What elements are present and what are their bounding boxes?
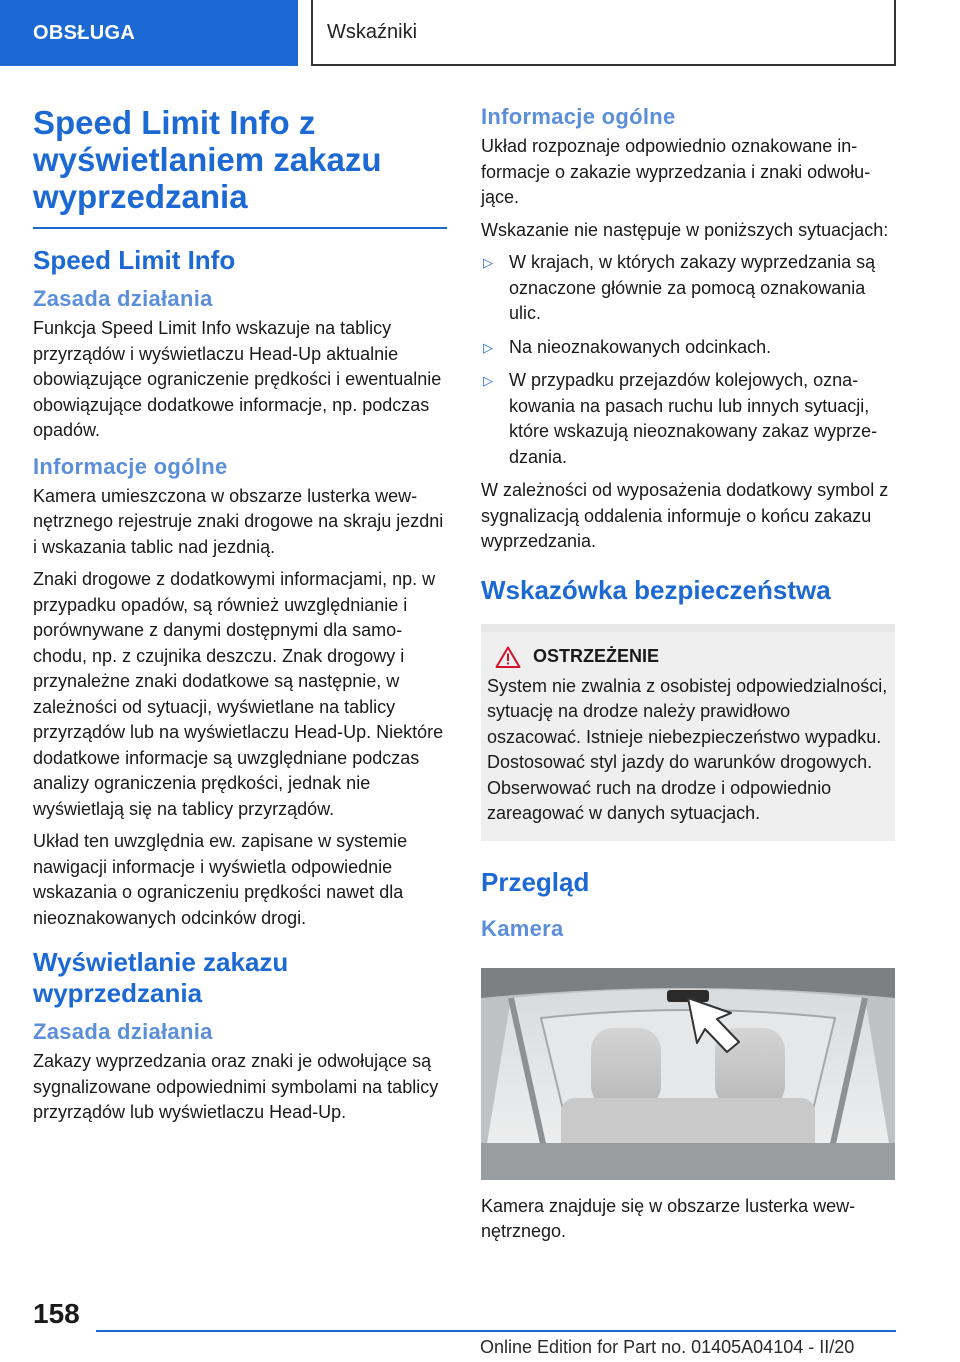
- left-column: [33, 100, 447, 1133]
- paragraph: Kamera umieszczona w obszarze lusterka wewnętrznego rejestruje znaki drogowe na skraju jezdni i wskazania tablic nad jezdnią.: [33, 485, 444, 557]
- title-rule: [33, 227, 447, 229]
- warning-box: [481, 632, 895, 841]
- list-item: ▷ W krajach, w których zakazy wyprzedzania są oznaczone głównie za pomocą oznakowania ulic.: [483, 252, 876, 323]
- subheading-general-info-2: Informacje ogólne: [481, 104, 676, 129]
- subheading-camera: Kamera: [481, 915, 564, 941]
- subheading-principle-2: Zasada działania: [33, 1019, 213, 1044]
- heading-overview: Przegląd: [481, 866, 590, 897]
- section-tab: [0, 0, 298, 66]
- right-column: [481, 100, 895, 1252]
- triangle-bullet-icon: ▷: [483, 255, 493, 270]
- paragraph: W zależności od wyposażenia dodatkowy symbol z sygnalizacją oddalenia informuje o końcu zakazu wyprzedzania.: [481, 480, 889, 551]
- camera-location-image: [481, 968, 895, 1180]
- subheading-general-info: Informacje ogólne: [33, 453, 228, 479]
- triangle-bullet-icon: ▷: [483, 339, 493, 355]
- heading-speed-limit-info: Speed Limit Info: [33, 245, 236, 275]
- paragraph: Wskazanie nie następuje w poniższych sytuacjach:: [481, 219, 889, 240]
- chapter-label: Wskaźniki: [327, 20, 418, 43]
- triangle-bullet-icon: ▷: [483, 373, 493, 388]
- heading-no-overtaking: Wyświetlanie zakazu wyprzedzania: [33, 947, 289, 1008]
- heading-safety: Wskazówka bezpieczeństwa: [481, 574, 831, 605]
- warning-text: System nie zwalnia z osobistej odpowiedzialności, sytuację na drodze należy prawidłowo oszacować. Istnieje niebezpieczeństwo wypadku. Dostosować styl jazdy do warunków drogowych. Obserwować ruch na drodze i odpowiednio zareagować w danych sytuacjach.: [487, 675, 888, 823]
- footer-edition: Online Edition for Part no. 01405A04104 - II/20: [480, 1337, 855, 1357]
- section-label: OBSŁUGA: [33, 21, 136, 44]
- page-title: Speed Limit Info z wyświetlaniem zakazu wyprzedzania: [33, 104, 382, 215]
- footer-rule: [96, 1330, 896, 1332]
- image-caption: Kamera znajduje się w obszarze lusterka wewnętrznego.: [481, 1195, 856, 1241]
- chapter-tab: [311, 0, 896, 66]
- paragraph: Znaki drogowe z dodatkowymi informacjami, np. w przypadku opadów, są również uwzględnianie i porównywane z danymi dostępnymi dla samochodu, np. z czujnika deszczu. Znak drogowy i przynależne znaki dodatkowe są następnie, w zależności od sytuacji, wyświetlane na tablicy przyrządów lub na wyświetlaczu Head-Up. Niektóre dodatkowe informacje są uwzględniane podczas analizy ograniczenia prędkości, jednak nie wyświetlają się na tablicy przyrządów.: [33, 569, 444, 819]
- subheading-principle: Zasada działania: [33, 286, 213, 311]
- warning-triangle-icon: [495, 646, 521, 668]
- list-item: ▷ W przypadku przejazdów kolejowych, oznakowania na pasach ruchu lub innych sytuacji, które wskazują nieoznakowany zakaz wyprzedzania.: [483, 370, 878, 467]
- bullet-list: [481, 250, 895, 470]
- warning-header: [487, 646, 889, 668]
- paragraph: Zakazy wyprzedzania oraz znaki je odwołujące są sygnalizowane odpowiednimi symbolami na tablicy przyrządów lub wyświetlaczu Head-Up.: [33, 1051, 439, 1122]
- paragraph: Funkcja Speed Limit Info wskazuje na tablicy przyrządów i wyświetlaczu Head-Up aktualnie obowiązujące ograniczenie prędkości i ewentualnie obowiązujące dodatkowe informacje, np. podczas opadów.: [33, 318, 442, 440]
- warning-label: OSTRZEŻENIE: [533, 646, 660, 666]
- page-number: 158: [33, 1298, 80, 1329]
- paragraph: Układ ten uwzględnia ew. zapisane w systemie nawigacji informacje i wyświetla odpowiednie wskazania o ograniczeniu prędkości nawet dla nieoznakowanych odcinków drogi.: [33, 831, 408, 928]
- list-item: ▷ Na nieoznakowanych odcinkach.: [481, 335, 895, 361]
- paragraph: Układ rozpoznaje odpowiednio oznakowane informacje o zakazie wyprzedzania i znaki odwołujące.: [481, 136, 871, 207]
- warning-rule: [481, 624, 895, 632]
